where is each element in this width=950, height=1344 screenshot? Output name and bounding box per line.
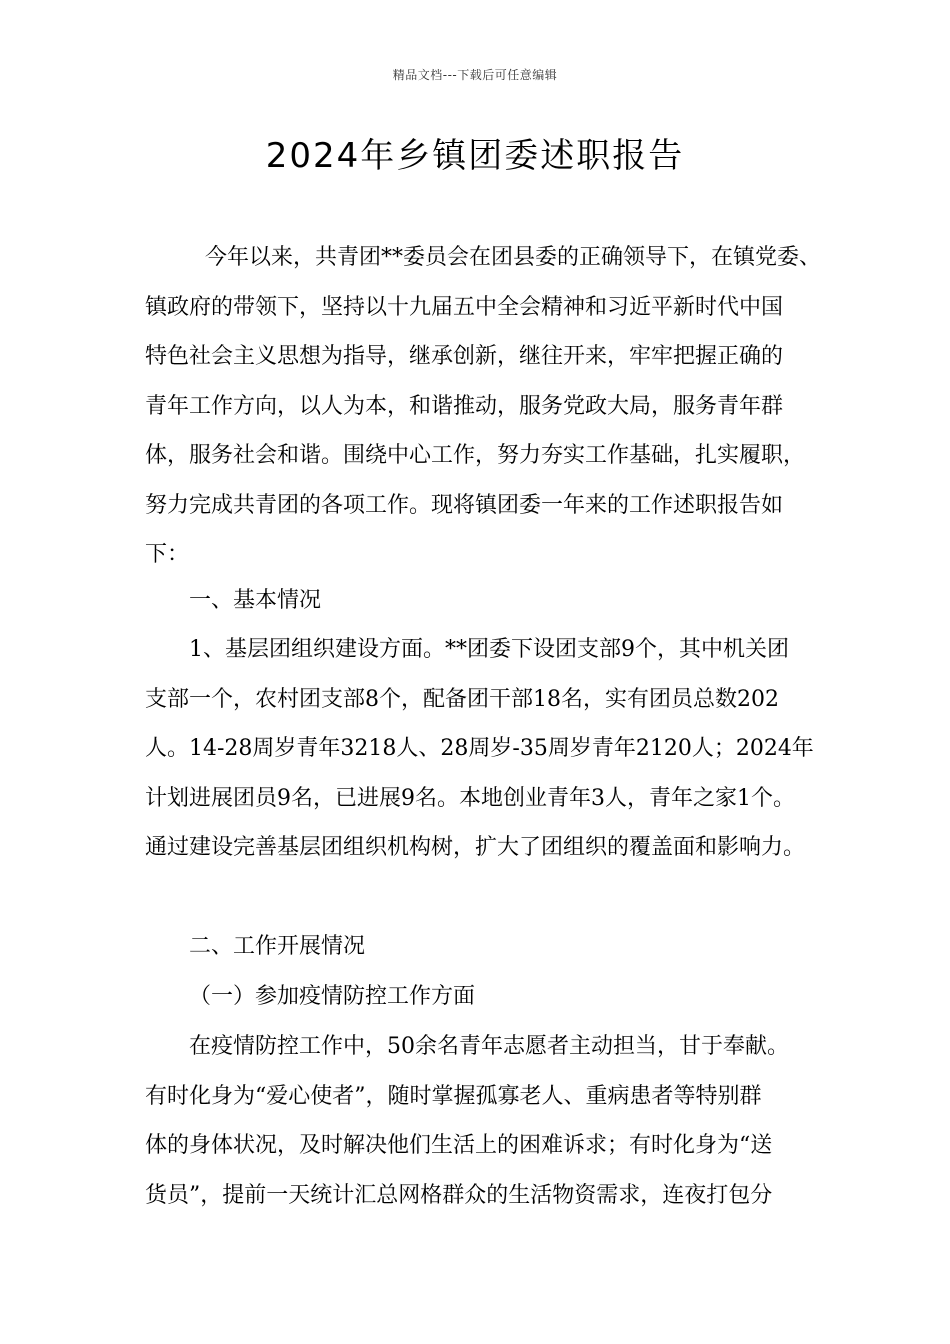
section1-heading bbox=[145, 576, 835, 626]
intro-line: 特色社会主义思想为指导，继承创新，继往开来，牢牢把握正确的 bbox=[145, 344, 784, 369]
section-heading: 二、工作开展情况 bbox=[189, 934, 366, 959]
intro-paragraph bbox=[145, 233, 835, 580]
intro-line: 镇政府的带领下，坚持以十九届五中全会精神和习近平新时代中国 bbox=[145, 294, 784, 320]
section1-paragraph bbox=[145, 625, 835, 873]
intro-line: 努力完成共青团的各项工作。现将镇团委一年来的工作述职报告如 bbox=[145, 492, 784, 518]
section-heading: 一、基本情况 bbox=[189, 588, 322, 613]
section2-line: 在疫情防控工作中，50余名青年志愿者主动担当，甘于奉献。 bbox=[189, 1034, 789, 1059]
section1-line: 计划进展团员9名，已进展9名。本地创业青年3人，青年之家1个。 bbox=[145, 785, 795, 811]
subsection-heading: （一）参加疫情防控工作方面 bbox=[189, 984, 476, 1009]
document-title: 2024年乡镇团委述职报告 bbox=[265, 136, 685, 176]
intro-line: 青年工作方向，以人为本，和谐推动，服务党政大局，服务青年群 bbox=[145, 393, 784, 419]
section1-line: 人。14-28周岁青年3218人、28周岁-35周岁青年2120人；2024年 bbox=[145, 736, 814, 761]
section1-line: 通过建设完善基层团组织机构树，扩大了团组织的覆盖面和影响力。 bbox=[145, 835, 806, 860]
section2-line: 有时化身为“爱心使者”，随时掌握孤寡老人、重病患者等特别群 bbox=[145, 1083, 762, 1109]
section2-line: 体的身体状况，及时解决他们生活上的困难诉求；有时化身为“送 bbox=[145, 1133, 773, 1158]
section2-heading bbox=[145, 922, 835, 972]
section2-sub1-heading bbox=[145, 972, 835, 1022]
intro-line: 今年以来，共青团**委员会在团县委的正确领导下，在镇党委、 bbox=[205, 245, 822, 270]
section1-line: 支部一个，农村团支部8个，配备团干部18名，实有团员总数202 bbox=[145, 686, 779, 712]
header-note: 精品文档---下载后可任意编辑 bbox=[392, 68, 558, 82]
section2-line: 货员”，提前一天统计汇总网格群众的生活物资需求，连夜打包分 bbox=[145, 1182, 773, 1208]
intro-line: 下： bbox=[145, 542, 190, 567]
section2-sub1-paragraph bbox=[145, 1022, 835, 1220]
intro-line: 体，服务社会和谐。围绕中心工作，努力夯实工作基础，扎实履职， bbox=[145, 443, 806, 468]
section1-line: 1、基层团组织建设方面。**团委下设团支部9个，其中机关团 bbox=[189, 637, 789, 662]
